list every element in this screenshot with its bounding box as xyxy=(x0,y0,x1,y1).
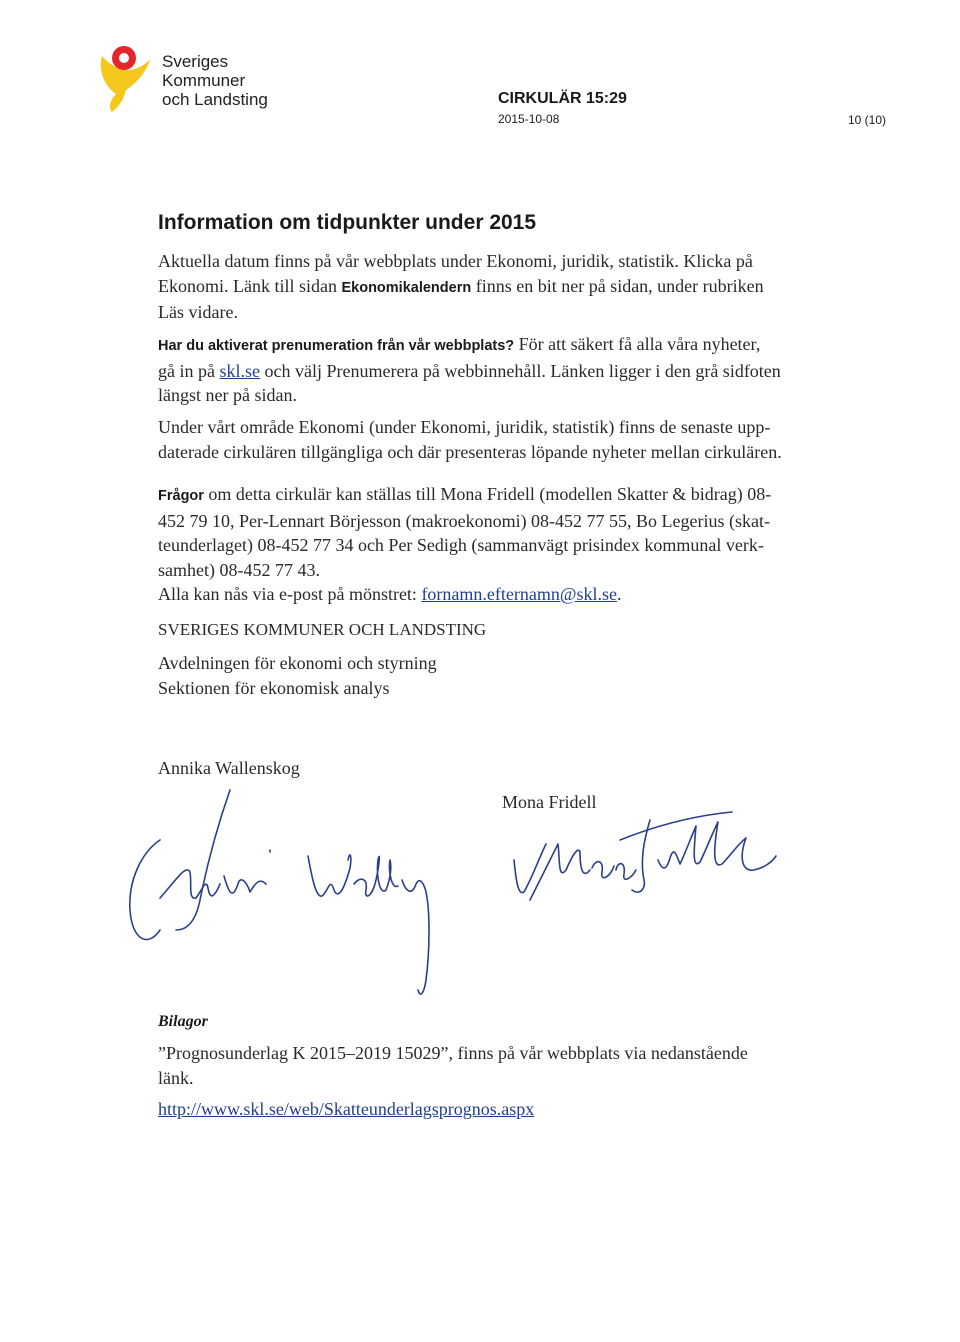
attachments-text xyxy=(158,1041,848,1090)
subscription-question: Har du aktiverat prenumeration från vår webbplats? xyxy=(158,338,515,354)
signatory-name-left: Annika Wallenskog xyxy=(158,758,300,778)
text-line: Läs vidare. xyxy=(158,302,238,322)
paragraph-economy-area xyxy=(158,415,848,464)
text-fragment: om detta cirkulär kan ställas till Mona Fridell (modellen Skatter & bidrag) 08- xyxy=(208,484,772,504)
section-heading: Information om tidpunkter under 2015 xyxy=(158,211,537,234)
org-name-line: Kommuner xyxy=(162,71,246,90)
text-fragment: och välj Prenumerera på webbinnehåll. Länken ligger i den grå sidfoten xyxy=(264,360,781,381)
text-line: Under vårt område Ekonomi (under Ekonomi, juridik, statistik) finns de senaste upp- xyxy=(158,417,771,437)
circular-title: CIRKULÄR 15:29 xyxy=(498,90,627,107)
paragraph-questions xyxy=(158,482,848,607)
skl-logo xyxy=(96,40,156,114)
section-line: Sektionen för ekonomisk analys xyxy=(158,677,390,698)
text-fragment: gå in på xyxy=(158,360,215,381)
questions-label: Frågor xyxy=(158,488,204,504)
org-name-line: och Landsting xyxy=(162,90,268,109)
text-line xyxy=(158,582,848,607)
text-line: längst ner på sidan. xyxy=(158,385,297,405)
paragraph-subscription xyxy=(158,332,848,408)
sender-department xyxy=(158,651,848,700)
text-line: daterade cirkulären tillgängliga och där presenteras löpande nyheter mellan cirkulären. xyxy=(158,441,782,462)
org-name xyxy=(162,52,268,109)
circular-date: 2015-10-08 xyxy=(498,112,560,126)
paragraph-dates xyxy=(158,249,848,325)
text-line xyxy=(158,482,848,509)
signatory-name-right: Mona Fridell xyxy=(502,792,597,812)
text-fragment: finns en bit ner på sidan, under rubriken xyxy=(475,275,764,296)
text-line: teunderlaget) 08-452 77 34 och Per Sedigh (sammanvägt prisindex kommunal verk- xyxy=(158,535,764,555)
attachment-url-link[interactable]: http://www.skl.se/web/Skatteunderlagsprognos.aspx xyxy=(158,1099,535,1119)
text-fragment: För att säkert få alla våra nyheter, xyxy=(518,334,761,354)
skl-link[interactable]: skl.se xyxy=(219,360,260,381)
text-line xyxy=(158,274,848,301)
signature-annika xyxy=(120,780,460,1005)
attachments-label: Bilagor xyxy=(158,1013,208,1030)
sender-org: SVERIGES KOMMUNER OCH LANDSTING xyxy=(158,620,487,639)
email-link[interactable]: fornamn.efternamn@skl.se xyxy=(421,584,617,604)
text-fragment: . xyxy=(616,584,622,604)
ekonomikalendern-label: Ekonomikalendern xyxy=(341,279,472,296)
text-line: ”Prognosunderlag K 2015–2019 15029”, finns på vår webbplats via nedanstående xyxy=(158,1043,748,1063)
text-fragment: Alla kan nås via e-post på mönstret: xyxy=(158,584,417,604)
text-fragment: Ekonomi. Länk till sidan xyxy=(158,275,337,296)
org-name-line: Sveriges xyxy=(162,52,229,71)
page-number: 10 (10) xyxy=(847,113,886,127)
text-line xyxy=(158,332,848,359)
text-line: samhet) 08-452 77 43. xyxy=(158,559,320,580)
text-line xyxy=(158,359,848,384)
text-line: 452 79 10, Per-Lennart Börjesson (makroekonomi) 08-452 77 55, Bo Legerius (skat- xyxy=(158,510,771,531)
text-line: Aktuella datum finns på vår webbplats under Ekonomi, juridik, statistik. Klicka på xyxy=(158,251,753,271)
department-line: Avdelningen för ekonomi och styrning xyxy=(158,653,437,673)
text-line: länk. xyxy=(158,1067,194,1088)
signature-mona xyxy=(500,800,790,920)
